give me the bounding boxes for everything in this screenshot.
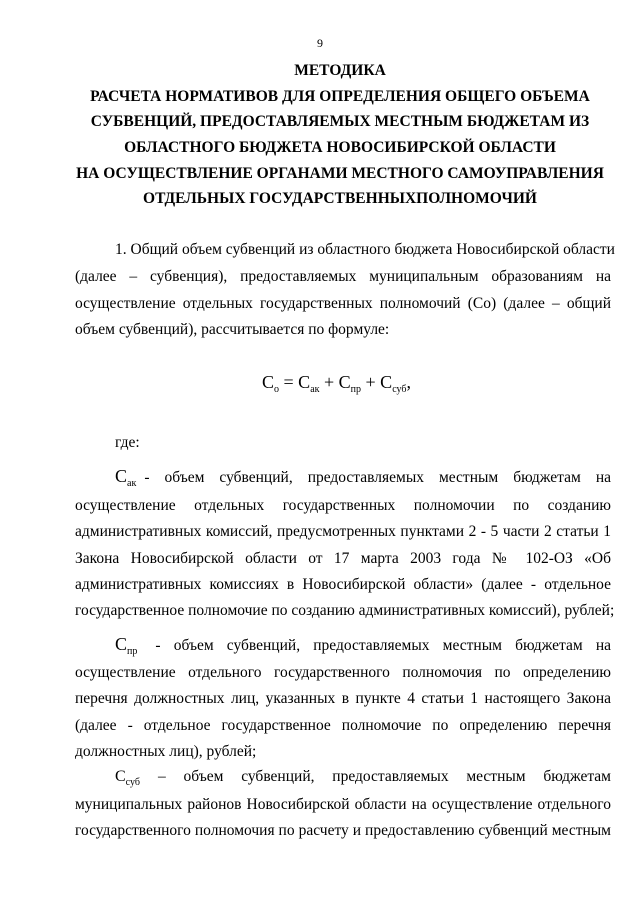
paragraph-line: административных комиссий, предусмотренных пунктами 2 - 5 части 2 статьи 1: [75, 523, 611, 540]
definition-pr: [115, 634, 611, 657]
title-line: РАСЧЕТА НОРМАТИВОВ ДЛЯ ОПРЕДЕЛЕНИЯ ОБЩЕГО ОБЪЕМА: [90, 88, 590, 105]
formula: $С_о = С_{ак} + С_{пр} + С_{суб}$,: [262, 372, 411, 395]
paragraph-line: муниципальных районов Новосибирской области на осуществление отдельного: [75, 796, 611, 813]
paragraph-line: осуществление отдельных государственных полномочий (Со) (далее – общий: [75, 295, 611, 312]
definition-text: – объем субвенций, предоставляемых местным бюджетам: [157, 768, 611, 785]
paragraph-line: (далее – субвенция), предоставляемых муниципальным образованиям на: [75, 268, 611, 285]
paragraph-line: государственного полномочия по расчету и предоставлению субвенций местным: [75, 822, 611, 839]
title-line: ОТДЕЛЬНЫХ ГОСУДАРСТВЕННЫХПОЛНОМОЧИЙ: [143, 190, 537, 207]
document-title: МЕТОДИКА: [294, 62, 386, 79]
title-line: НА ОСУЩЕСТВЛЕНИЕ ОРГАНАМИ МЕСТНОГО САМОУПРАВЛЕНИЯ: [76, 165, 604, 182]
definition-sub: [115, 768, 611, 788]
title-line: ОБЛАСТНОГО БЮДЖЕТА НОВОСИБИРСКОЙ ОБЛАСТИ: [124, 139, 556, 156]
paragraph-line: государственное полномочие по созданию административных комиссий), рублей;: [75, 602, 615, 619]
symbol-pr: $С_{пр}$: [115, 634, 138, 657]
paragraph-line: (далее - отдельное государственное полномочие по определению перечня: [75, 717, 611, 734]
symbol-ak: $С_{ак}$: [115, 466, 137, 489]
paragraph-line: осуществление отдельного государственного полномочия по определению: [75, 664, 611, 681]
paragraph-line: осуществление отдельных государственных полномочии по созданию: [75, 497, 611, 514]
paragraph-line: должностных лиц), рублей;: [75, 743, 257, 760]
page-number: 9: [317, 36, 323, 50]
definition-ak: [115, 466, 611, 489]
title-line: СУБВЕНЦИЙ, ПРЕДОСТАВЛЯЕМЫХ МЕСТНЫМ БЮДЖЕТАМ ИЗ: [90, 113, 590, 130]
paragraph-line: перечня должностных лиц, указанных в пункте 4 статьи 1 настоящего Закона: [75, 690, 611, 707]
paragraph-line: административных комиссиях в Новосибирской области» (далее - отдельное: [75, 576, 611, 593]
where-label: где:: [115, 434, 140, 451]
paragraph-line: 1. Общий объем субвенций из областного бюджета Новосибирской области: [115, 241, 615, 258]
symbol-sub: $С_{суб}$: [115, 768, 140, 788]
definition-text: - объем субвенций, предоставляемых местным бюджетам на: [155, 637, 611, 654]
paragraph-line: объем субвенций), рассчитывается по формуле:: [75, 321, 390, 338]
definition-text: - объем субвенций, предоставляемых местным бюджетам на: [144, 469, 611, 486]
paragraph-line: Закона Новосибирской области от 17 марта 2003 года № 102-ОЗ «Об: [75, 550, 611, 567]
